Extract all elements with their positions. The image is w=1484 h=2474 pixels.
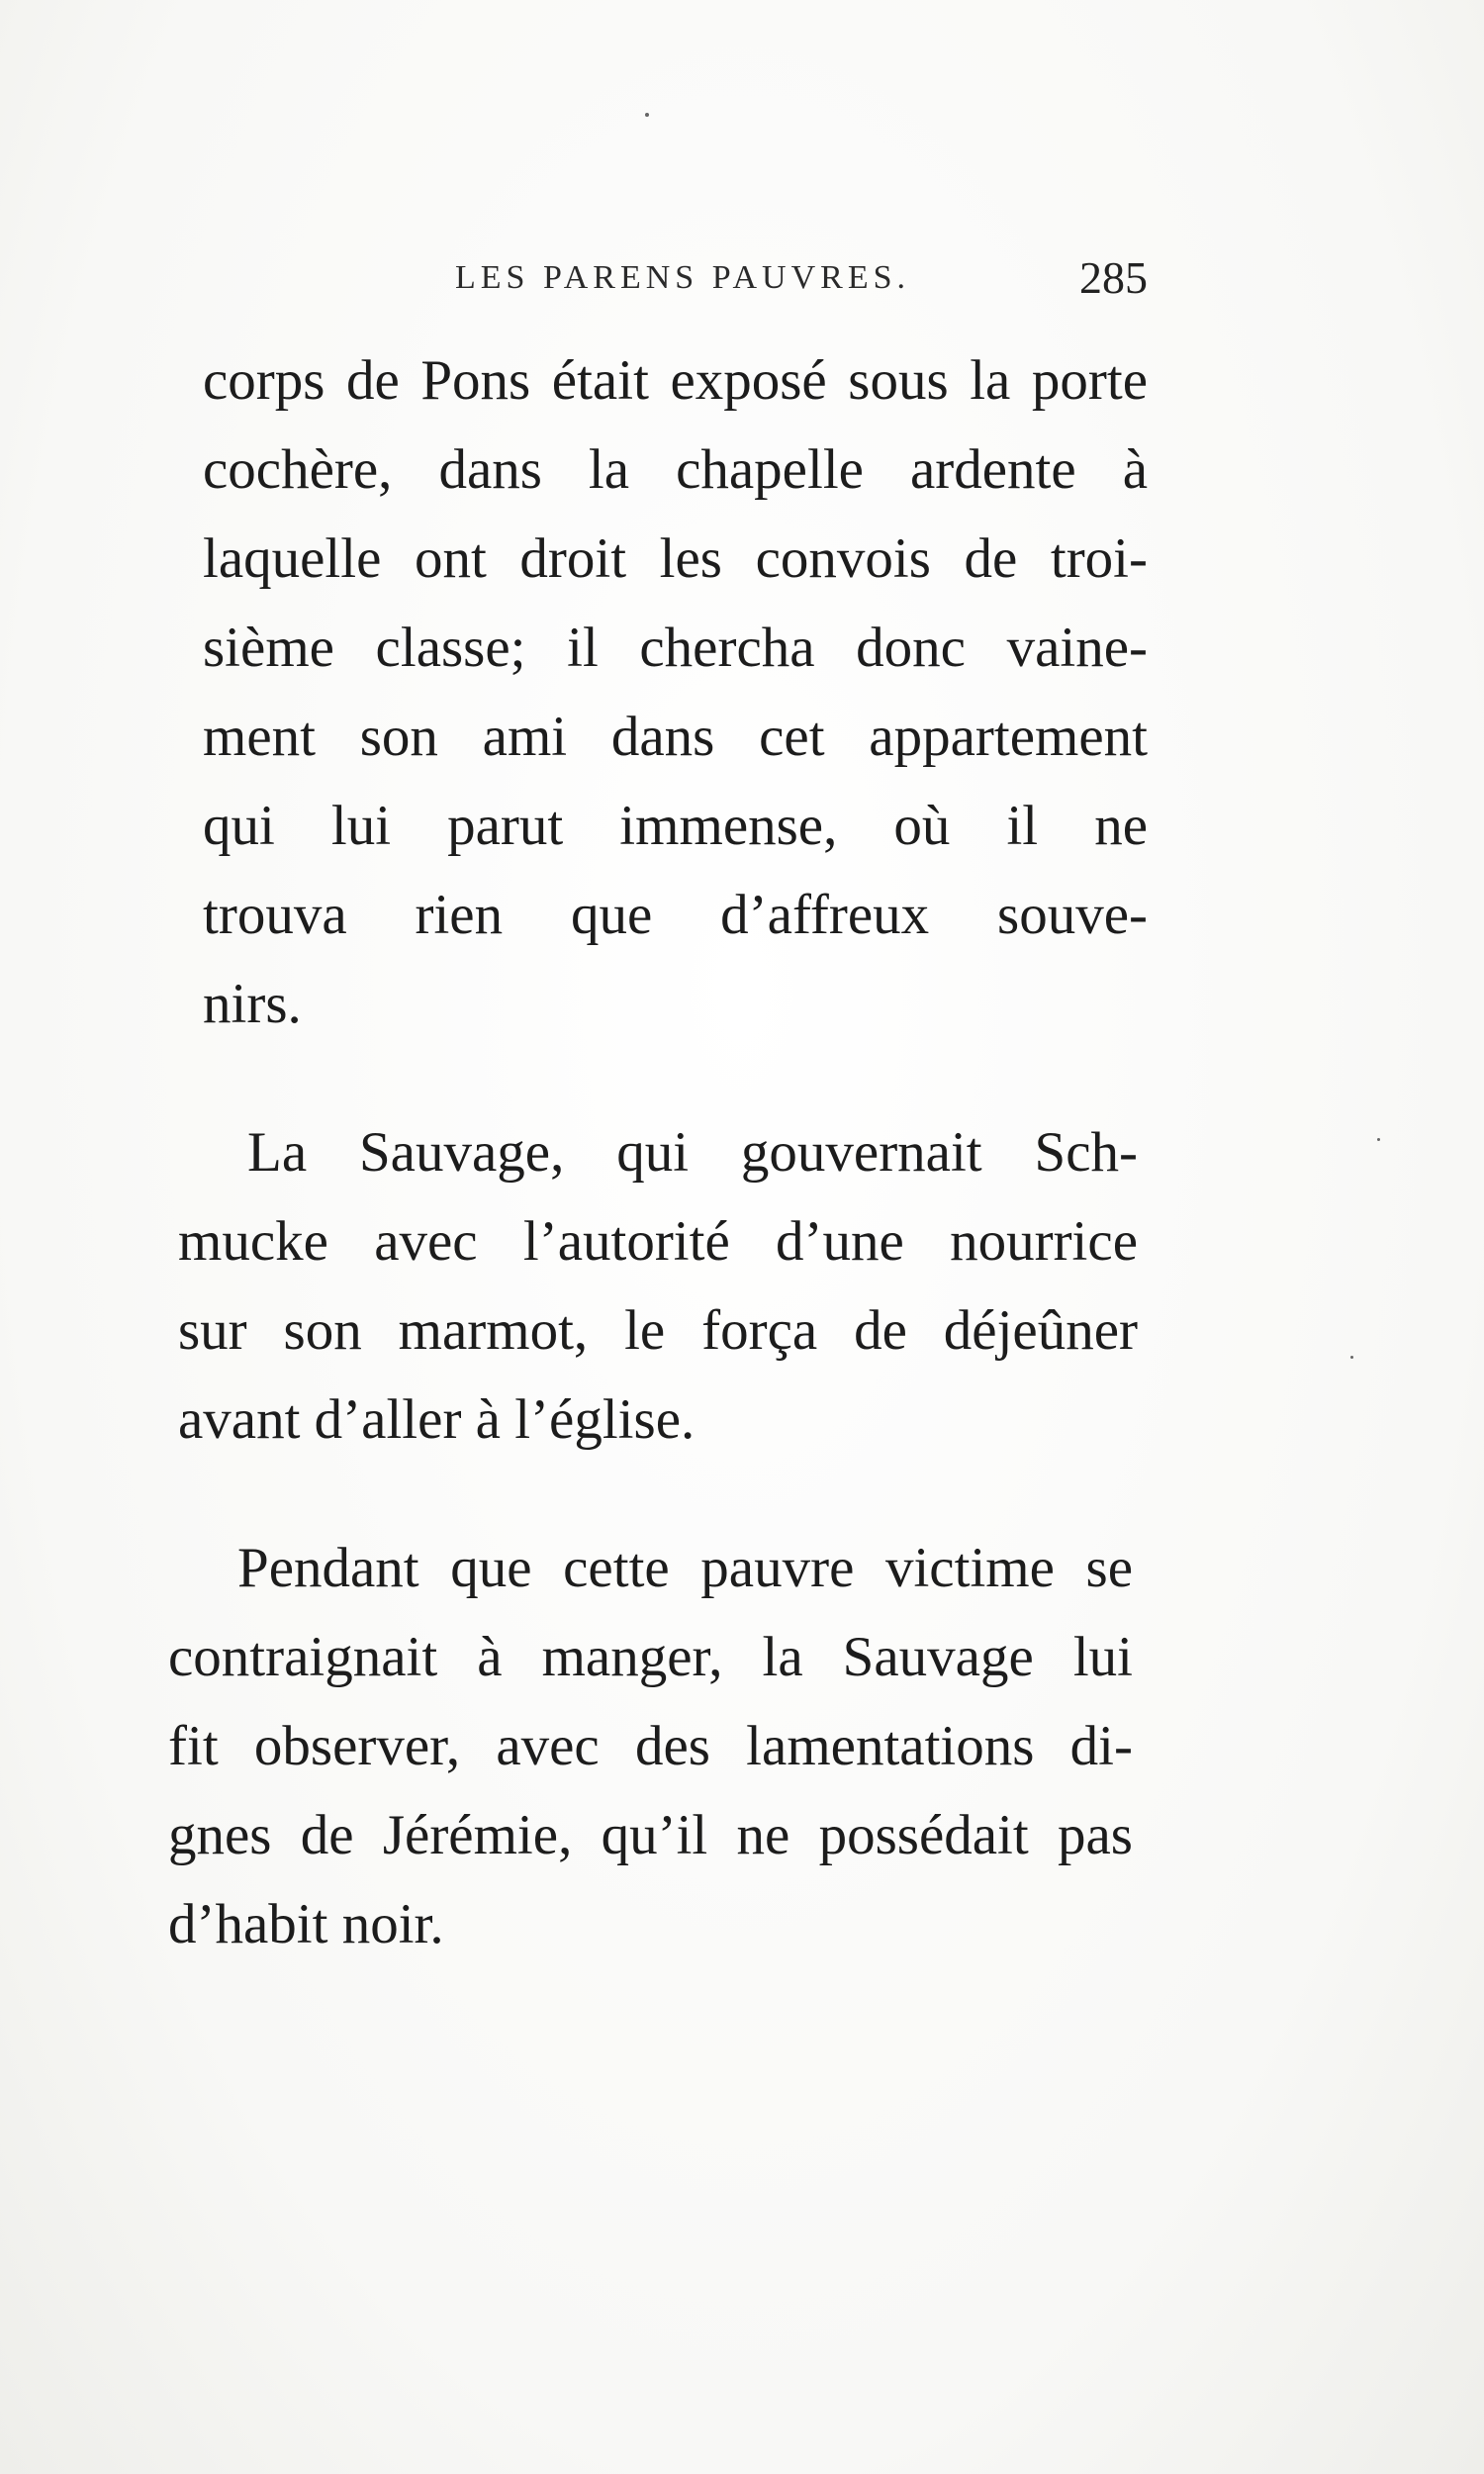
text-line: ment son ami dans cet appartement	[203, 706, 1148, 768]
text-line: nirs.	[203, 973, 302, 1035]
paragraph-2	[178, 1108, 1138, 1465]
text-line: qui lui parut immense, où il ne	[203, 795, 1148, 857]
text-line: mucke avec l’autorité d’une nourrice	[178, 1210, 1138, 1273]
text-line: La Sauvage, qui gouvernait Sch-	[247, 1121, 1138, 1184]
text-line: fit observer, avec des lamentations di-	[168, 1715, 1133, 1777]
text-line: sur son marmot, le força de déjeûner	[178, 1299, 1138, 1362]
body-text	[168, 336, 1148, 1969]
ink-speck	[1377, 1138, 1380, 1141]
text-line: contraignait à manger, la Sauvage lui	[168, 1626, 1133, 1688]
text-line: sième classe; il chercha donc vaine-	[203, 617, 1148, 679]
text-line: Pendant que cette pauvre victime se	[237, 1537, 1133, 1599]
text-line: gnes de Jérémie, qu’il ne possédait pas	[168, 1804, 1133, 1866]
running-head: LES PARENS PAUVRES.	[455, 259, 911, 296]
text-line: trouva rien que d’affreux souve-	[203, 884, 1148, 946]
text-line: laquelle ont droit les convois de troi-	[203, 527, 1148, 590]
paragraph-1	[203, 336, 1148, 1049]
text-line: d’habit noir.	[168, 1893, 444, 1955]
text-line: corps de Pons était exposé sous la porte	[203, 349, 1148, 412]
ink-speck	[645, 113, 649, 117]
text-line: avant d’aller à l’église.	[178, 1388, 696, 1451]
paragraph-3	[168, 1524, 1133, 1969]
text-line: cochère, dans la chapelle ardente à	[203, 438, 1148, 501]
ink-speck	[1350, 1356, 1353, 1359]
page-number: 285	[1079, 252, 1148, 303]
page-header	[455, 252, 1148, 309]
